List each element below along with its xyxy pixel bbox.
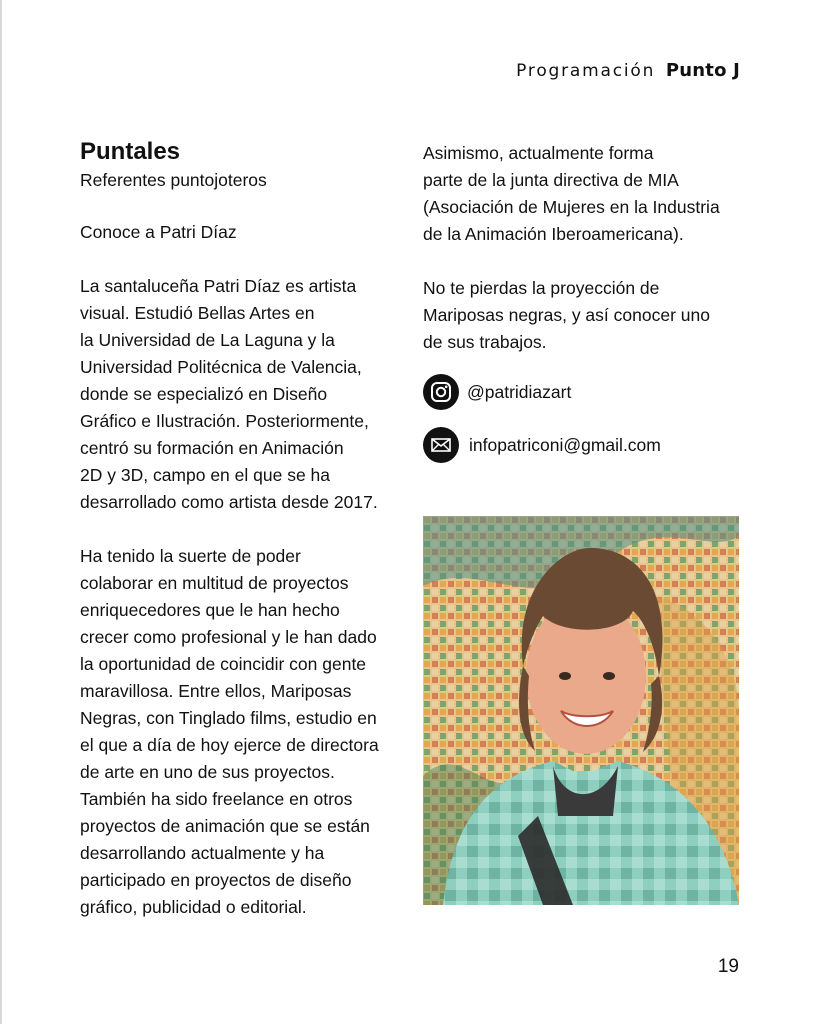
text-line: Asimismo, actualmente forma [423,143,654,163]
text-line: Ha tenido la suerte de poder [80,546,301,566]
text-line: centró su formación en Animación [80,438,344,458]
text-line: la Universidad de La Laguna y la [80,330,335,350]
text-line: La santaluceña Patri Díaz es artista [80,276,357,296]
text-line: 2D y 3D, campo en el que se ha [80,465,331,485]
text-line: de arte en uno de sus proyectos. [80,762,335,782]
text-line: (Asociación de Mujeres en la Industria [423,197,720,217]
right-column [423,140,753,356]
page-edge [0,0,2,1024]
text-line: de la Animación Iberoamericana). [423,224,684,244]
portrait-photo [423,516,739,905]
left-column [80,137,410,921]
paragraph-4 [423,275,753,356]
text-line: de sus trabajos. [423,332,547,352]
text-line: el que a día de hoy ejerce de directora [80,735,379,755]
email-contact[interactable] [423,427,661,463]
text-line: donde se especializó en Diseño [80,384,328,404]
text-line: Negras, con Tinglado films, estudio en [80,708,377,728]
header-brand: Punto J [665,60,740,81]
text-line: No te pierdas la proyección de [423,278,660,298]
text-line: Mariposas negras, y así conocer uno [423,305,710,325]
instagram-handle[interactable]: @patridiazart [467,381,572,402]
header-prefix: Programación [516,61,656,81]
article-lead: Conoce a Patri Díaz [80,222,237,242]
text-line: desarrollado como artista desde 2017. [80,492,378,512]
text-line: la oportunidad de coincidir con gente [80,654,367,674]
text-line: participado en proyectos de diseño [80,870,352,890]
email-address[interactable]: infopatriconi@gmail.com [469,434,661,455]
paragraph-1 [80,273,410,516]
article-title: Puntales [80,138,181,165]
text-line: gráfico, publicidad o editorial. [80,897,307,917]
page-number: 19 [717,956,739,977]
text-line: crecer como profesional y le han dado [80,627,377,647]
text-line: Gráfico e Ilustración. Posteriormente, [80,411,369,431]
paragraph-3 [423,140,753,248]
instagram-icon [423,374,459,410]
text-line: desarrollando actualmente y ha [80,843,325,863]
text-line: visual. Estudió Bellas Artes en [80,303,315,323]
text-line: Universidad Politécnica de Valencia, [80,357,362,377]
text-line: También ha sido freelance en otros [80,789,353,809]
text-line: parte de la junta directiva de MIA [423,170,679,190]
article-subtitle: Referentes puntojoteros [80,170,267,190]
text-line: enriquecedores que le han hecho [80,600,340,620]
text-line: colaborar en multitud de proyectos [80,573,349,593]
page-header [516,60,740,82]
paragraph-2 [80,543,410,921]
text-line: proyectos de animación que se están [80,816,370,836]
text-line: maravillosa. Entre ellos, Mariposas [80,681,352,701]
mail-icon [423,427,459,463]
instagram-contact[interactable] [423,374,571,410]
